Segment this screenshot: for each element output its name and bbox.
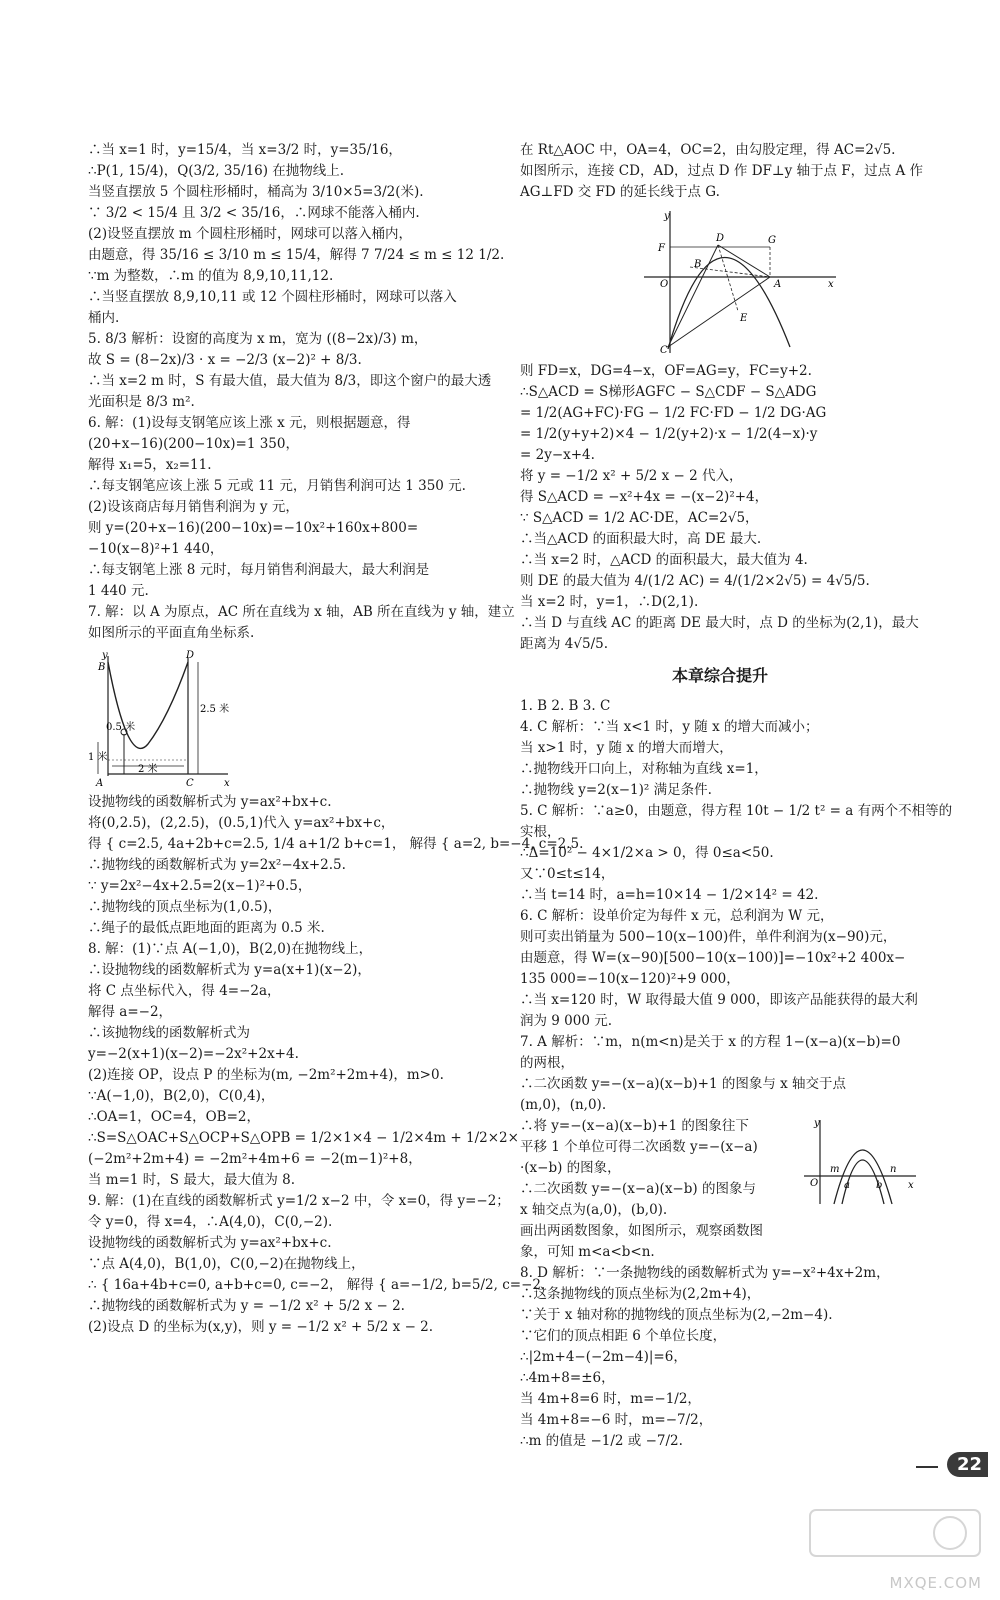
text-line: (20+x−16)(200−10x)=1 350， [88, 436, 299, 452]
q7-fig-label: x [908, 1180, 914, 1191]
text-line: ∴这条抛物线的顶点坐标为(2,2m+4)， [520, 1286, 761, 1302]
text-line: ∴4m+8=±6， [520, 1370, 615, 1386]
right-column [520, 140, 953, 1452]
text-line: ∴当 x=120 时，W 取得最大值 9 000，即该产品能获得的最大利 [520, 992, 918, 1008]
text-line: 当竖直摆放 5 个圆柱形桶时，桶高为 3/10×5=3/2(米). [88, 184, 424, 200]
q7-fig-label: O [810, 1178, 819, 1189]
text-line: 的两根， [520, 1055, 574, 1071]
fig9-label: D [716, 233, 725, 244]
text-line: ∴当 t=14 时，a=h=10×14 − 1/2×14² = 42. [520, 887, 819, 903]
fig9-label: O [660, 279, 669, 290]
text-line: 如图所示的平面直角坐标系. [88, 625, 255, 641]
fig9-label: F [658, 243, 665, 254]
text-line: y=−2(x+1)(x−2)=−2x²+2x+4. [88, 1046, 299, 1062]
right-text-block-d [520, 1116, 785, 1263]
right-text-block-e [520, 1263, 920, 1452]
text-line: 则 y=(20+x−16)(200−10x)=−10x²+160x+800= [88, 520, 419, 536]
q7-block [520, 1116, 920, 1263]
text-line: 则 FD=x，DG=4−x，OF=AG=y，FC=y+2. [520, 363, 812, 379]
text-line: 象，可知 m<a<b<n. [520, 1244, 655, 1260]
fig9-label: C [660, 345, 668, 356]
text-line: 如图所示，连接 CD，AD，过点 D 作 DF⊥y 轴于点 F，过点 A 作 [520, 163, 924, 179]
text-line: ∴抛物线的函数解析式为 y = −1/2 x² + 5/2 x − 2. [88, 1298, 405, 1314]
watermark-logo [810, 1510, 980, 1580]
text-line: ∴设抛物线的函数解析式为 y=a(x+1)(x−2)， [88, 962, 371, 978]
text-line: ∵点 A(4,0)，B(1,0)，C(0,−2)在抛物线上， [88, 1256, 365, 1272]
text-line: ∴|2m+4−(−2m−4)|=6， [520, 1349, 687, 1365]
text-line: (2)设点 D 的坐标为(x,y)，则 y = −1/2 x² + 5/2 x − 2. [88, 1319, 434, 1335]
fig9-label: B [694, 259, 702, 270]
text-line: 当 x=2 时，y=1，∴D(2,1). [520, 594, 699, 610]
text-line: 135 000=−10(x−120)²+9 000， [520, 971, 740, 987]
text-line: 则 DE 的最大值为 4/(1/2 AC) = 4/(1/2×2√5) = 4√5/5. [520, 573, 870, 589]
text-line: (2)设竖直摆放 m 个圆柱形桶时，网球可以落入桶内， [88, 226, 413, 242]
q7-fig-label: b [876, 1180, 883, 1191]
text-line: ∵关于 x 轴对称的抛物线的顶点坐标为(2,−2m−4). [520, 1307, 833, 1323]
text-line: 润为 9 000 元. [520, 1013, 613, 1029]
left-text-block-a [88, 140, 515, 644]
text-line: 将(0,2.5)，(2,2.5)，(0.5,1)代入 y=ax²+bx+c， [88, 815, 395, 831]
text-line: ∴绳子的最低点距地面的距离为 0.5 米. [88, 920, 325, 936]
text-line: 桶内. [88, 310, 120, 326]
fig9-label: y [664, 211, 670, 222]
text-line: = 1/2(y+y+2)×4 − 1/2(y+2)·x − 1/2(4−x)·y [520, 426, 818, 442]
text-line: 4. C 解析：∵当 x<1 时，y 随 x 的增大而减小； [520, 719, 819, 735]
text-line: 设抛物线的函数解析式为 y=ax²+bx+c. [88, 1235, 332, 1251]
fig7-label: B [98, 662, 106, 673]
text-line: ∴P(1, 15/4)，Q(3/2, 35/16) 在抛物线上. [88, 163, 345, 179]
section-title: 本章综合提升 [671, 666, 768, 685]
text-line: 7. A 解析：∵m，n(m<n)是关于 x 的方程 1−(x−a)(x−b)=0 [520, 1034, 901, 1050]
q7-fig-label: a [844, 1180, 850, 1191]
text-line: = 1/2(AG+FC)·FG − 1/2 FC·FD − 1/2 DG·AG [520, 405, 827, 421]
text-line: 6. C 解析：设单价定为每件 x 元，总利润为 W 元， [520, 908, 834, 924]
figure-two-parabolas [800, 1116, 920, 1206]
right-text-block-c [520, 696, 953, 1116]
figure-triangle-acd [640, 207, 840, 357]
text-line: 由题意，得 W=(x−90)[500−10(x−100)]=−10x²+2 400x− [520, 950, 906, 966]
text-line: 当 4m+8=−6 时，m=−7/2， [520, 1412, 713, 1428]
text-line: (−2m²+2m+4) = −2m²+4m+6 = −2(m−1)²+8， [88, 1151, 422, 1167]
text-line: ∴将 y=−(x−a)(x−b)+1 的图象往下 [520, 1118, 749, 1134]
text-line: 则可卖出销量为 500−10(x−100)件，单件利润为(x−90)元， [520, 929, 897, 945]
fig7-label: D [186, 650, 195, 661]
fig9-label: A [774, 279, 782, 290]
text-line: 当 m=1 时，S 最大，最大值为 8. [88, 1172, 295, 1188]
text-line: ∴当竖直摆放 8,9,10,11 或 12 个圆柱形桶时，网球可以落入 [88, 289, 457, 305]
text-line: ∴二次函数 y=−(x−a)(x−b) 的图象与 [520, 1181, 756, 1197]
fig7-label: A [96, 778, 104, 789]
text-line: 将 C 点坐标代入，得 4=−2a， [88, 983, 281, 999]
text-line: (2)设该商店每月销售利润为 y 元， [88, 499, 299, 515]
text-line: ·(x−b) 的图象， [520, 1160, 621, 1176]
text-line: = 2y−x+4. [520, 447, 595, 463]
fig7-label: 2 米 [138, 764, 158, 775]
text-line: ∴每支钢笔应该上涨 5 元或 11 元，月销售利润可达 1 350 元. [88, 478, 466, 494]
text-line: ∴ { 16a+4b+c=0, a+b+c=0, c=−2， 解得 { a=−1/2, b=5/2, c=−2. [88, 1277, 546, 1293]
text-line: ∴Δ=10² − 4×1/2×a > 0，得 0≤a<50. [520, 845, 774, 861]
text-line: ∴当 D 与直线 AC 的距离 DE 最大时，点 D 的坐标为(2,1)，最大 [520, 615, 919, 631]
text-line: ∵ 3/2 < 15/4 且 3/2 < 35/16，∴网球不能落入桶内. [88, 205, 420, 221]
page-number-dash [916, 1466, 938, 1468]
text-line: 故 S = (8−2x)/3 · x = −2/3 (x−2)² + 8/3. [88, 352, 362, 368]
text-line: 实根， [520, 824, 561, 840]
text-line: 5. 8/3 解析：设窗的高度为 x m，宽为 ((8−2x)/3) m， [88, 331, 428, 347]
text-line: 5. C 解析：∵a≥0，由题意，得方程 10t − 1/2 t² = a 有两个不相等的 [520, 803, 953, 819]
text-line: 在 Rt△AOC 中，OA=4，OC=2，由勾股定理，得 AC=2√5. [520, 142, 896, 158]
text-line: 8. D 解析：∵一条抛物线的函数解析式为 y=−x²+4x+2m， [520, 1265, 890, 1281]
text-line: 1 440 元. [88, 583, 149, 599]
text-line: ∵ S△ACD = 1/2 AC·DE，AC=2√5， [520, 510, 759, 526]
text-line: ∴抛物线开口向上，对称轴为直线 x=1， [520, 761, 768, 777]
text-line: ∴当 x=2 m 时，S 有最大值，最大值为 8/3，即这个窗户的最大透 [88, 373, 492, 389]
text-line: 令 y=0，得 x=4，∴A(4,0)，C(0,−2). [88, 1214, 333, 1230]
fig9-label: E [740, 313, 748, 324]
text-line: (2)连接 OP，设点 P 的坐标为(m, −2m²+2m+4)，m>0. [88, 1067, 444, 1083]
fig9-label: x [828, 279, 834, 290]
text-line: 解得 a=−2， [88, 1004, 173, 1020]
q7-fig-label: y [814, 1118, 820, 1129]
fig9-label: G [768, 235, 776, 246]
text-line: 9. 解：(1)在直线的函数解析式 y=1/2 x−2 中，令 x=0，得 y=−2； [88, 1193, 510, 1209]
text-line: ∴当 x=2 时，△ACD 的面积最大，最大值为 4. [520, 552, 808, 568]
text-line: ∴抛物线 y=2(x−1)² 满足条件. [520, 782, 712, 798]
q7-fig-label: m [830, 1164, 840, 1175]
text-line: 7. 解：以 A 为原点，AC 所在直线为 x 轴，AB 所在直线为 y 轴，建立 [88, 604, 515, 620]
text-line: ∴S=S△OAC+S△OCP+S△OPB = 1/2×1×4 − 1/2×4m + 1/2×2× [88, 1130, 519, 1146]
text-line: 距离为 4√5/5. [520, 636, 609, 652]
text-line: 得 { c=2.5, 4a+2b+c=2.5, 1/4 a+1/2 b+c=1， 解得 { a=2, b=−4, c=2.5. [88, 836, 584, 852]
text-line: ∵它们的顶点相距 6 个单位长度， [520, 1328, 727, 1344]
watermark-text: MXQE.COM [889, 1574, 982, 1592]
fig7-label: 2.5 米 [200, 704, 230, 715]
text-line: (m,0)，(n,0). [520, 1097, 607, 1113]
text-line: ∴m 的值是 −1/2 或 −7/2. [520, 1433, 683, 1449]
right-text-block-a [520, 140, 924, 203]
text-line: 6. 解：(1)设每支钢笔应该上涨 x 元，则根据题意，得 [88, 415, 411, 431]
text-line: 又∵0≤t≤14， [520, 866, 615, 882]
text-line: 当 x>1 时，y 随 x 的增大而增大， [520, 740, 733, 756]
figure-rope-parabola [88, 648, 238, 788]
fig7-label: C [186, 778, 194, 789]
text-line: x 轴交点为(a,0)，(b,0). [520, 1202, 668, 1218]
text-line: 光面积是 8/3 m². [88, 394, 195, 410]
text-line: −10(x−8)²+1 440， [88, 541, 224, 557]
text-line: 画出两函数图象，如图所示，观察函数图 [520, 1223, 763, 1239]
text-line: ∴OA=1，OC=4，OB=2， [88, 1109, 260, 1125]
page-number: 22 [947, 1452, 988, 1477]
text-line: 解得 x₁=5，x₂=11. [88, 457, 212, 473]
text-line: AG⊥FD 交 FD 的延长线于点 G. [520, 184, 720, 200]
text-line: 设抛物线的函数解析式为 y=ax²+bx+c. [88, 794, 332, 810]
fig7-label: 0.5 米 [106, 722, 136, 733]
text-line: ∵A(−1,0)，B(2,0)，C(0,4)， [88, 1088, 275, 1104]
text-line: ∴S△ACD = S梯形AGFC − S△CDF − S△ADG [520, 384, 817, 400]
text-line: 得 S△ACD = −x²+4x = −(x−2)²+4， [520, 489, 769, 505]
text-line: ∴当△ACD 的面积最大时，高 DE 最大. [520, 531, 762, 547]
text-line: ∴抛物线的函数解析式为 y=2x²−4x+2.5. [88, 857, 346, 873]
text-line: ∴抛物线的顶点坐标为(1,0.5)， [88, 899, 282, 915]
text-line: ∵m 为整数，∴m 的值为 8,9,10,11,12. [88, 268, 334, 284]
text-line: ∴二次函数 y=−(x−a)(x−b)+1 的图象与 x 轴交于点 [520, 1076, 847, 1092]
text-line: 由题意，得 35/16 ≤ 3/10 m ≤ 15/4，解得 7 7/24 ≤ m ≤ 12 1/2. [88, 247, 505, 263]
text-line: 平移 1 个单位可得二次函数 y=−(x−a) [520, 1139, 758, 1155]
fig7-label: 1 米 [88, 752, 108, 763]
text-line: 8. 解：(1)∵点 A(−1,0)，B(2,0)在抛物线上， [88, 941, 373, 957]
text-line: ∵ y=2x²−4x+2.5=2(x−1)²+0.5， [88, 878, 312, 894]
fig7-label: x [224, 778, 230, 789]
text-line: 当 4m+8=6 时，m=−1/2， [520, 1391, 701, 1407]
text-line: ∴该抛物线的函数解析式为 [88, 1025, 250, 1041]
text-line: ∴每支钢笔上涨 8 元时，每月销售利润最大，最大利润是 [88, 562, 430, 578]
text-line: ∴当 x=1 时，y=15/4，当 x=3/2 时，y=35/16， [88, 142, 402, 158]
text-line: 1. B 2. B 3. C [520, 698, 611, 714]
q7-fig-label: n [890, 1164, 897, 1175]
text-line: 将 y = −1/2 x² + 5/2 x − 2 代入， [520, 468, 743, 484]
fig7-label: y [102, 650, 108, 661]
right-text-block-b [520, 361, 920, 655]
